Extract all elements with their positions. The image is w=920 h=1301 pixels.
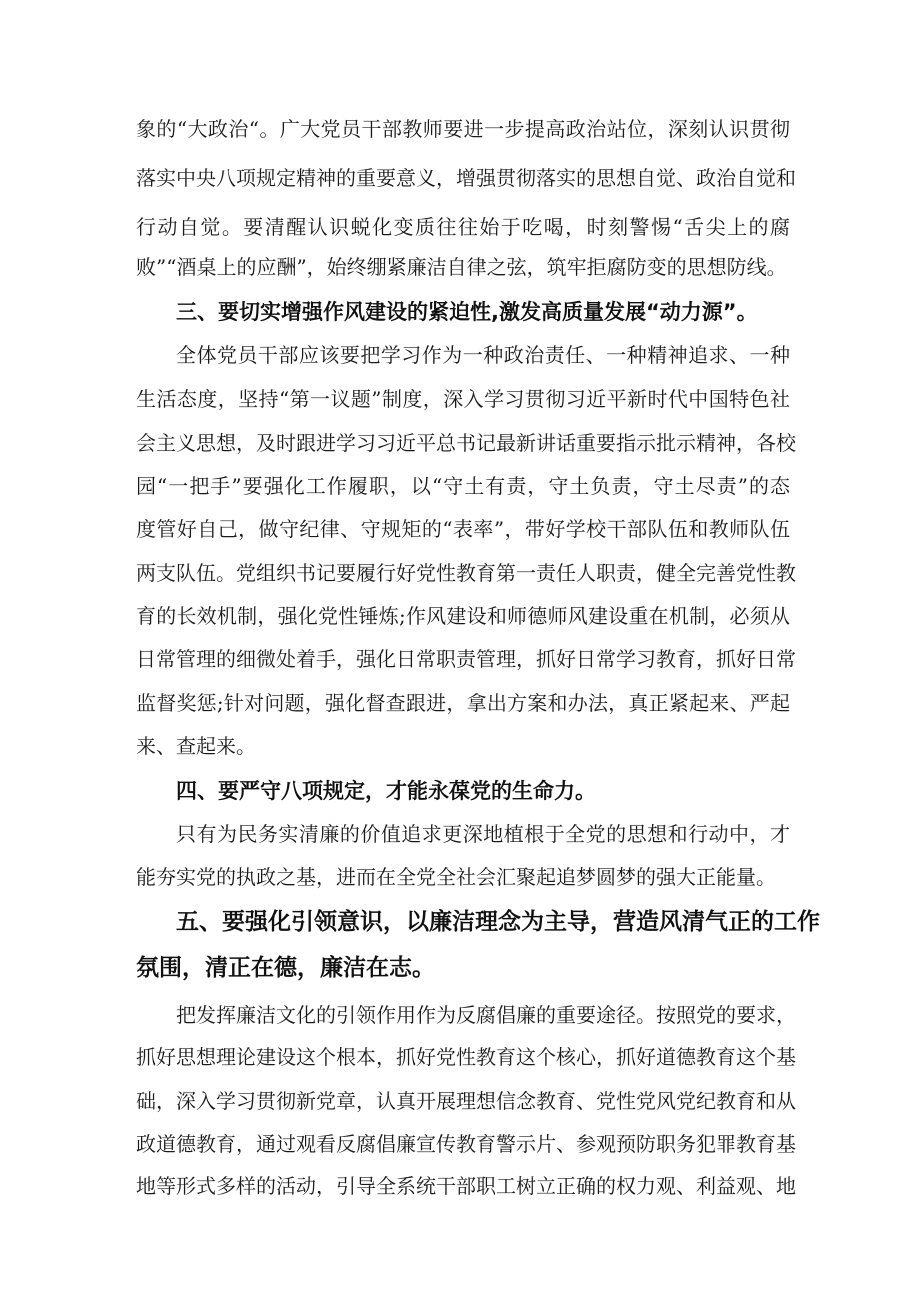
paragraph-line: 度管好自己，做守纪律、守规矩的“表率”，带好学校干部队伍和教师队伍	[136, 517, 790, 541]
paragraph-line: 把发挥廉洁文化的引领作用作为反腐倡廉的重要途径。按照党的要求，	[176, 1003, 796, 1027]
paragraph-line: 础，深入学习贯彻新党章，认真开展理想信念教育、党性党风党纪教育和从	[136, 1089, 796, 1113]
section-heading-4: 四、要严守八项规定，才能永葆党的生命力。	[176, 779, 596, 803]
paragraph-line: 全体党员干部应该要把学习作为一种政治责任、一种精神追求、一种	[176, 343, 790, 367]
paragraph-line: 会主义思想，及时跟进学习习近平总书记最新讲话重要指示批示精神，各校	[136, 431, 796, 455]
paragraph-line: 育的长效机制，强化党性锤炼;作风建设和师德师风建设重在机制，必须从	[136, 604, 790, 628]
section-heading-5: 五、要强化引领意识，以廉洁理念为主导，营造风清气正的工作	[176, 909, 820, 935]
paragraph-line: 败”“酒桌上的应酬”，始终绷紧廉洁自律之弦，筑牢拒腐防变的思想防线。	[136, 255, 787, 279]
paragraph-line: 日常管理的细微处着手，强化日常职责管理，抓好日常学习教育，抓好日常	[136, 647, 796, 671]
paragraph-line: 抓好思想理论建设这个根本，抓好党性教育这个核心，抓好道德教育这个基	[136, 1045, 796, 1069]
paragraph-line: 能夯实党的执政之基，进而在全党全社会汇聚起追梦圆梦的强大正能量。	[136, 865, 776, 889]
paragraph-line: 行动自觉。要清醒认识蜕化变质往往始于吃喝，时刻警惕“舌尖上的腐	[136, 215, 790, 239]
section-heading-3: 三、要切实增强作风建设的紧迫性,激发高质量发展“动力源”。	[176, 300, 758, 324]
paragraph-line: 政道德教育，通过观看反腐倡廉宣传教育警示片、参观预防职务犯罪教育基	[136, 1132, 796, 1156]
section-heading-5-cont: 氛围，清正在德，廉洁在志。	[136, 955, 435, 981]
paragraph-line: 地等形式多样的活动，引导全系统干部职工树立正确的权力观、利益观、地	[136, 1174, 796, 1198]
paragraph-line: 落实中央八项规定精神的重要意义，增强贯彻落实的思想自觉、政治自觉和	[136, 166, 796, 190]
paragraph-line: 监督奖惩;针对问题，强化督查跟进，拿出方案和办法，真正紧起来、严起	[136, 691, 790, 715]
paragraph-line: 象的“大政治“。广大党员干部教师要进一步提高政治站位，深刻认识贯彻	[136, 117, 790, 141]
paragraph-line: 生活态度，坚持“第一议题”制度，深入学习贯彻习近平新时代中国特色社	[136, 387, 790, 411]
paragraph-line: 来、查起来。	[136, 734, 256, 758]
paragraph-line: 两支队伍。党组织书记要履行好党性教育第一责任人职责，健全完善党性教	[136, 561, 796, 585]
paragraph-line: 只有为民务实清廉的价值追求更深地植根于全党的思想和行动中，才	[176, 822, 790, 846]
paragraph-line: 园“一把手”要强化工作履职，以“守土有责，守土负责，守土尽责”的态	[136, 474, 790, 498]
